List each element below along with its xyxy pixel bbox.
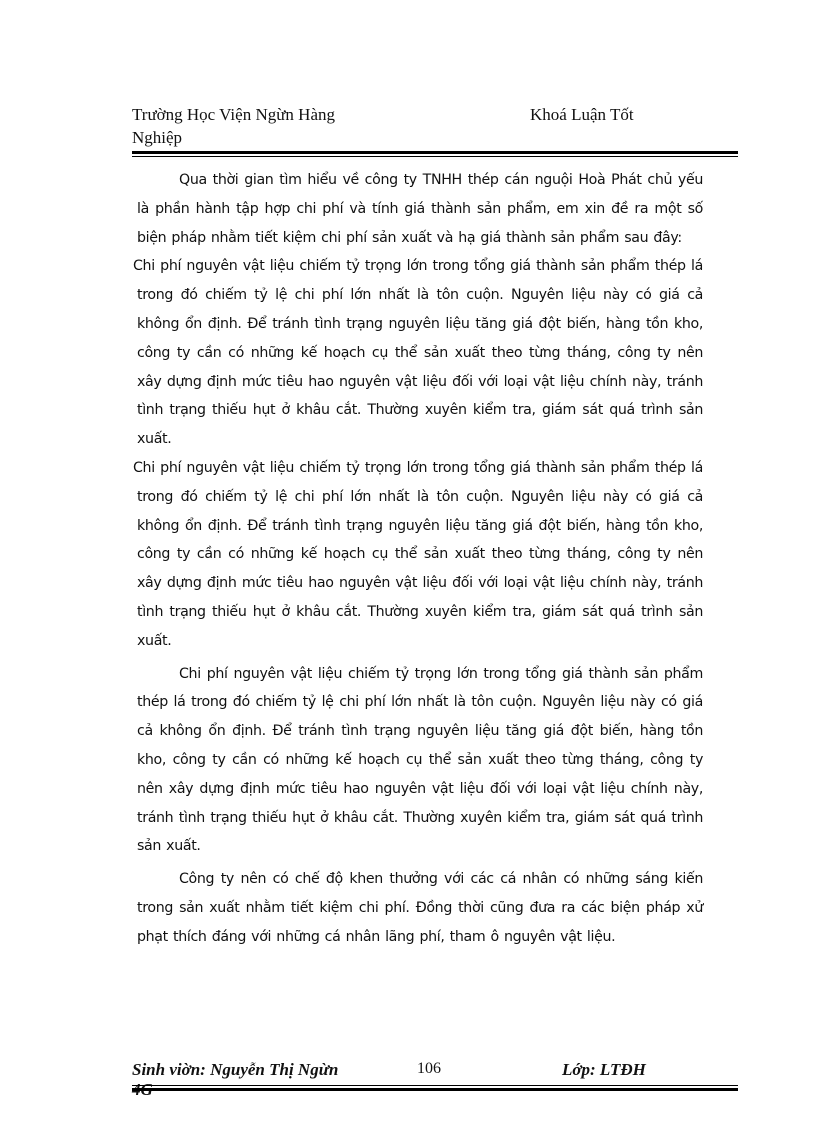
- header-rule-thick: [132, 151, 738, 154]
- header-rule-thin: [132, 156, 738, 157]
- paragraph-material-cost-3: Chi phí nguyên vật liệu chiếm tỷ trọng lớn trong tổng giá thành sản phẩm thép lá trong đó chiếm tỷ lệ chi phí lớn nhất là tôn cuộn. Nguyên liệu này có giá cả không ổn định. Để tránh tình trạng nguyên liệu tăng giá đột biến, hàng tồn kho, công ty cần có những kế hoạch cụ thể sản xuất theo từng tháng, công ty nên xây dựng định mức tiêu hao nguyên vật liệu đối với loại vật liệu chính này, tránh tình trạng thiếu hụt ở khâu cắt. Thường xuyên kiểm tra, giám sát quá trình sản xuất.: [137, 665, 703, 855]
- paragraph-material-cost-1: Chi phí nguyên vật liệu chiếm tỷ trọng lớn trong tổng giá thành sản phẩm thép lá trong đó chiếm tỷ lệ chi phí lớn nhất là tôn cuộn. Nguyên liệu này có giá cả không ổn định. Để tránh tình trạng nguyên liệu tăng giá đột biến, hàng tồn kho, công ty cần có những kế hoạch cụ thể sản xuất theo từng tháng, công ty nên xây dựng định mức tiêu hao nguyên vật liệu đối với loại vật liệu chính này, tránh tình trạng thiếu hụt ở khâu cắt. Thường xuyên kiểm tra, giám sát quá trình sản xuất.: [133, 258, 703, 448]
- paragraph-intro: Qua thời gian tìm hiểu về công ty TNHH thép cán nguội Hoà Phát chủ yếu là phần hành tập hợp chi phí và tính giá thành sản phẩm, em xin đề ra một số biện pháp nhằm tiết kiệm chi phí sản xuất và hạ giá thành sản phẩm sau đây:: [137, 172, 703, 246]
- footer-class: Lớp: LTĐH: [562, 1060, 646, 1079]
- paragraph-reward-policy: Công ty nên có chế độ khen thưởng với các cá nhân có những sáng kiến trong sản xuất nhằm tiết kiệm chi phí. Đồng thời cũng đưa ra các biện pháp xử phạt thích đáng với những cá nhân lãng phí, tham ô nguyên vật liệu.: [137, 871, 703, 945]
- paragraph-material-cost-2: Chi phí nguyên vật liệu chiếm tỷ trọng lớn trong tổng giá thành sản phẩm thép lá trong đó chiếm tỷ lệ chi phí lớn nhất là tôn cuộn. Nguyên liệu này có giá cả không ổn định. Để tránh tình trạng nguyên liệu tăng giá đột biến, hàng tồn kho, công ty cần có những kế hoạch cụ thể sản xuất theo từng tháng, công ty nên xây dựng định mức tiêu hao nguyên vật liệu đối với loại vật liệu chính này, tránh tình trạng thiếu hụt ở khâu cắt. Thường xuyên kiểm tra, giám sát quá trình sản xuất.: [133, 459, 703, 649]
- footer-student-line1: Sinh viờn: Nguyễn Thị Ngừn: [132, 1060, 339, 1079]
- footer-student: [132, 1060, 372, 1100]
- footer-rule-thick: [132, 1088, 738, 1091]
- page-number: 106: [417, 1060, 441, 1077]
- header-school-line1: Trường Học Viện Ngừn Hàng: [132, 105, 336, 124]
- document-body: [133, 166, 703, 952]
- header-school-line2: Nghiệp: [132, 128, 183, 147]
- footer-rule-thin: [132, 1085, 738, 1086]
- header-school: [132, 103, 392, 149]
- header-thesis-title: Khoá Luận Tốt: [530, 105, 634, 124]
